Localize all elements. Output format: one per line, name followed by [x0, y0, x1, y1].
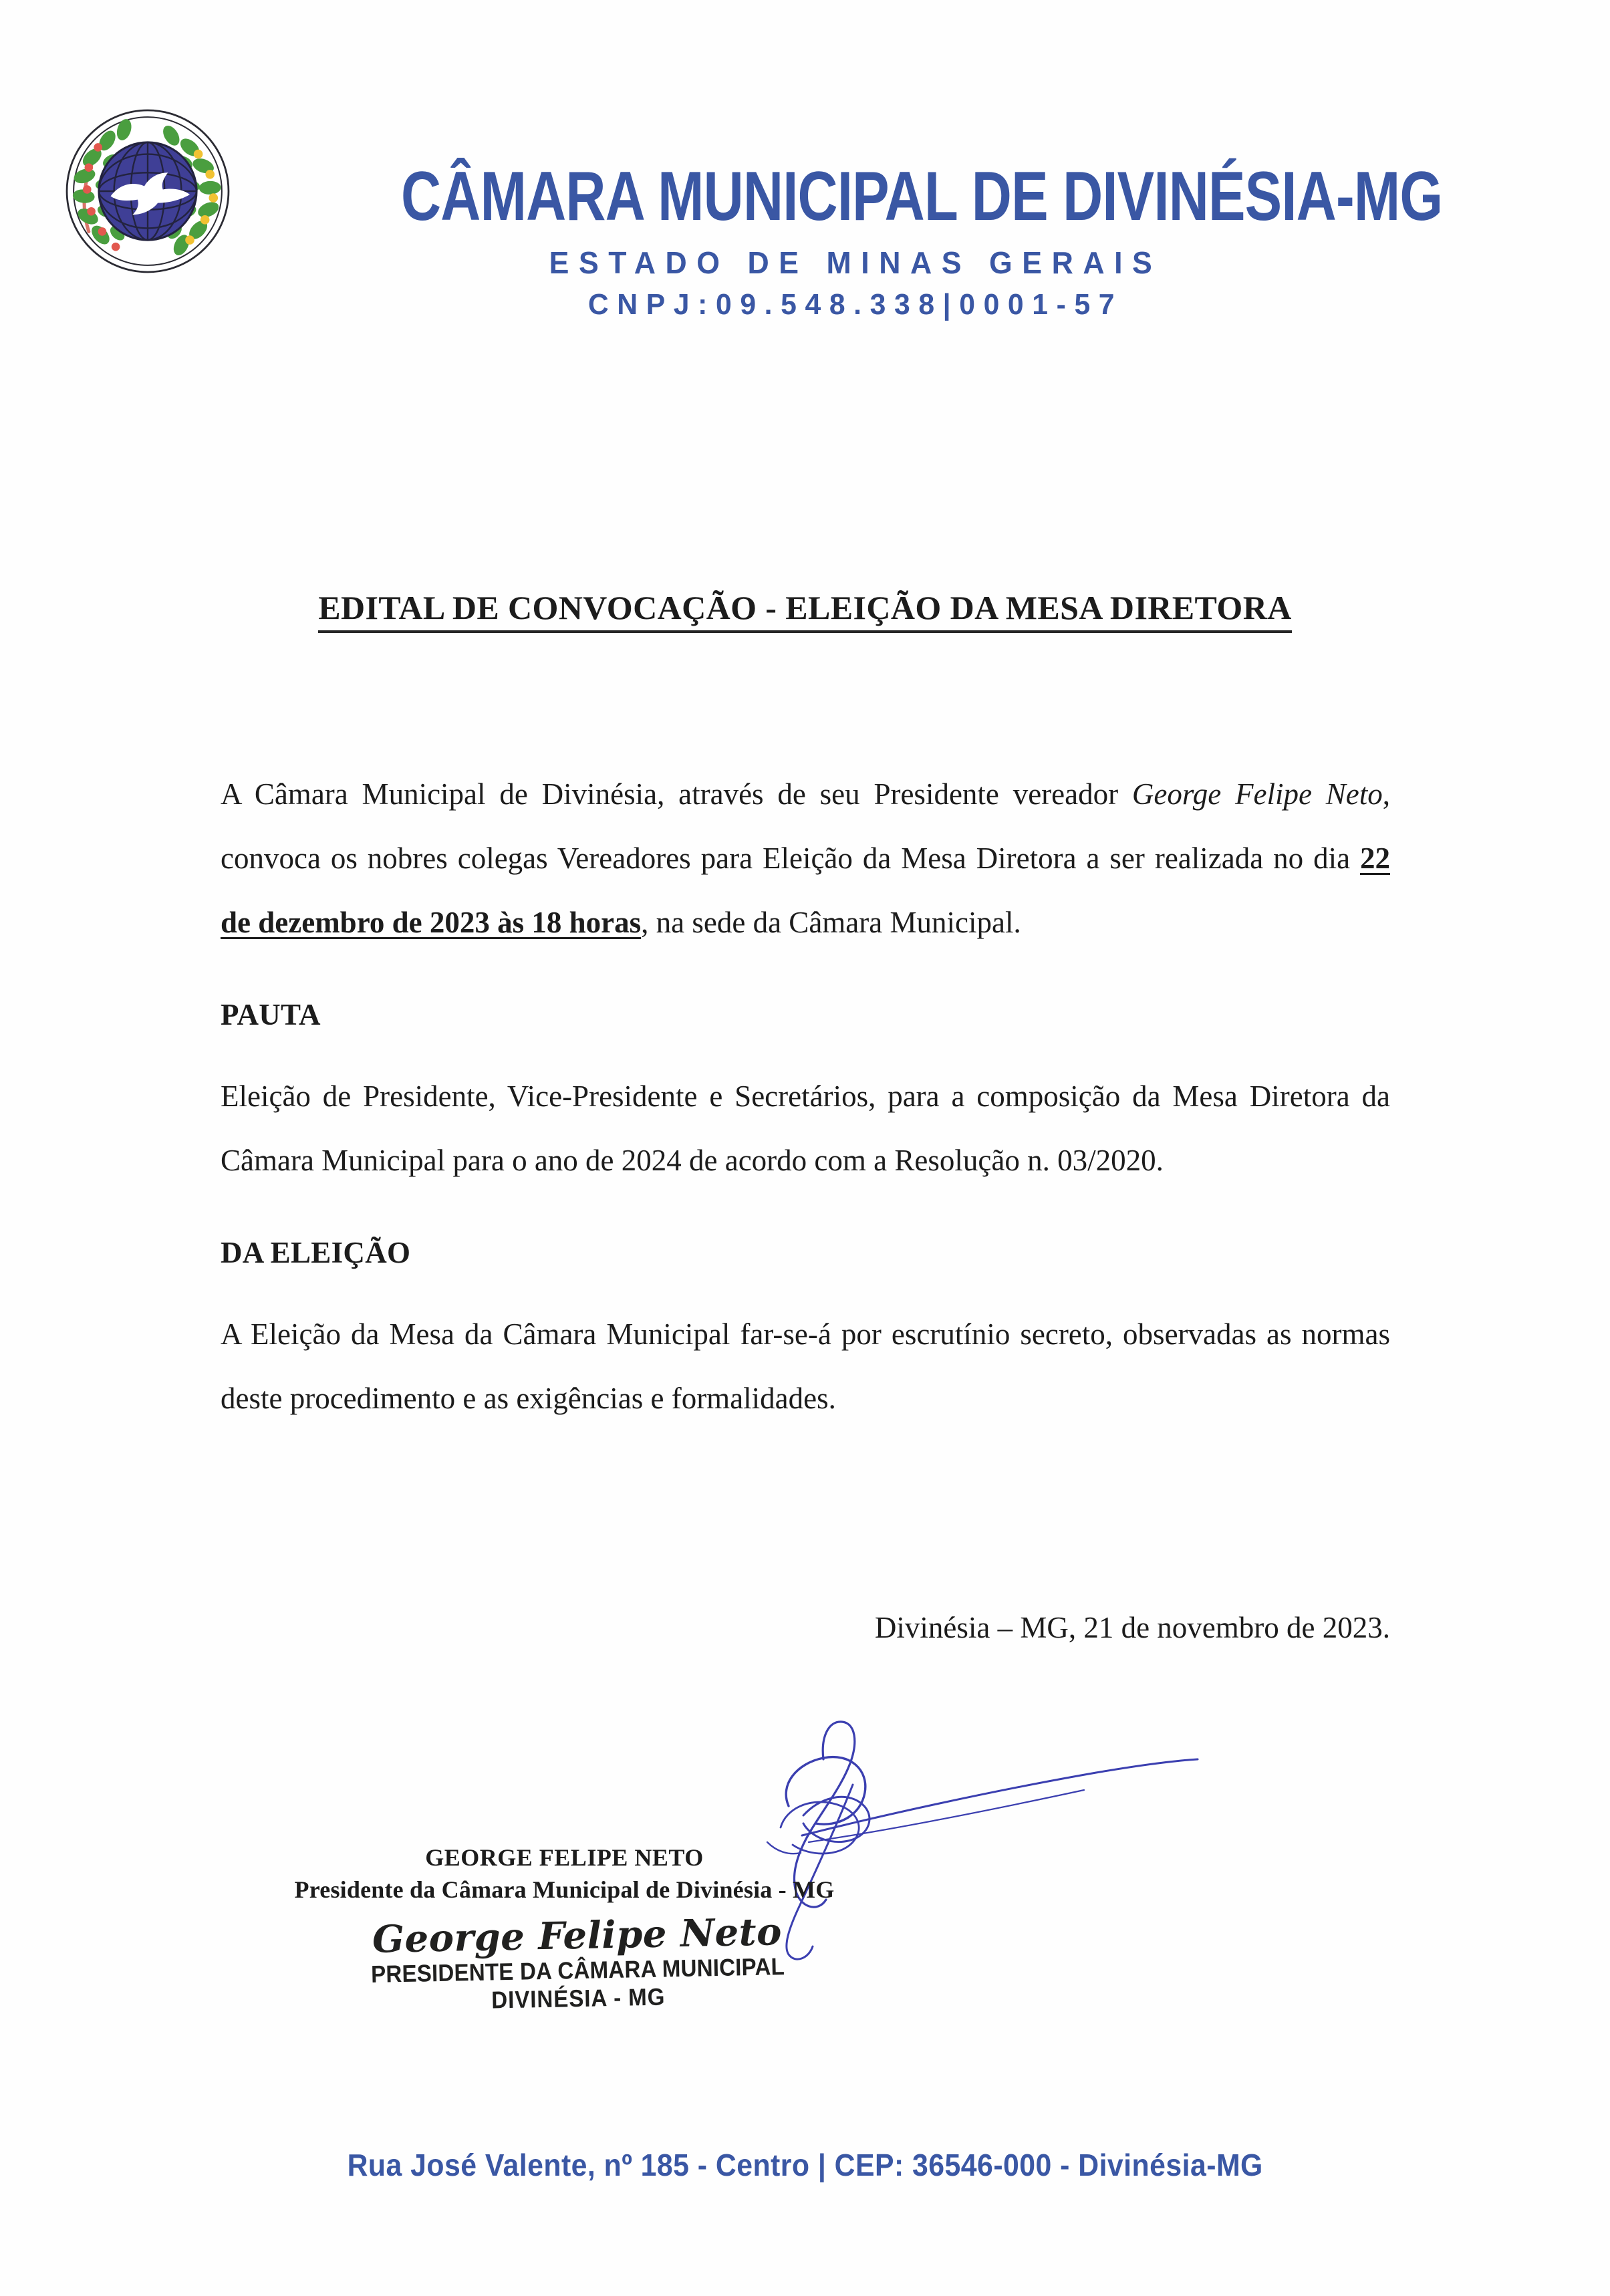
globe-dove-coffee-branch-emblem-icon — [63, 107, 232, 275]
signature-names — [0, 1841, 1610, 1906]
pauta-paragraph: Eleição de Presidente, Vice-Presidente e Secretários, para a composição da Mesa Diretora da Câmara Municipal para o ano de 2024 de acordo com a Resolução n. 03/2020. — [221, 1079, 1390, 1177]
document-footer — [0, 2146, 1610, 2184]
eleicao-heading: DA ELEIÇÃO — [221, 1236, 411, 1269]
pauta-heading: PAUTA — [221, 998, 321, 1031]
footer-address: Rua José Valente, nº 185 - Centro | CEP: 36546-000 - Divinésia-MG — [347, 2148, 1263, 2182]
org-state-subtitle: ESTADO DE MINAS GERAIS — [549, 245, 1162, 280]
intro-paragraph — [221, 762, 1390, 954]
signatory-name: GEORGE FELIPE NETO — [425, 1844, 704, 1871]
rubber-stamp — [0, 1910, 1610, 2014]
intro-part1: A Câmara Municipal de Divinésia, através de seu Presidente vereador — [221, 777, 1132, 811]
intro-part2: , convoca os nobres colegas Vereadores para Eleição da Mesa Diretora a ser realizada no dia — [221, 777, 1390, 875]
president-name-italic: George Felipe Neto — [1131, 777, 1383, 811]
stamp-role-line2: DIVINÉSIA - MG — [491, 1983, 666, 2014]
intro-part3: , na sede da Câmara Municipal. — [641, 906, 1021, 939]
header-text-block — [287, 100, 1443, 324]
org-title: CÂMARA MUNICIPAL DE DIVINÉSIA-MG — [401, 158, 1443, 235]
election-datetime-emphasis: 22 de dezembro de 2023 às 18 horas — [221, 842, 1390, 939]
document-header — [0, 100, 1610, 381]
stamp-role-line1: PRESIDENTE DA CÂMARA MUNICIPAL — [370, 1952, 785, 1988]
document-title — [0, 588, 1610, 627]
org-cnpj: CNPJ:09.548.338|0001-57 — [587, 288, 1123, 321]
signatory-role: Presidente da Câmara Municipal de Divinésia - MG — [294, 1876, 835, 1903]
stamp-name: George Felipe Neto — [372, 1910, 783, 1962]
document-body — [221, 762, 1390, 1453]
document-title-text: EDITAL DE CONVOCAÇÃO - ELEIÇÃO DA MESA DIRETORA — [318, 589, 1291, 633]
eleicao-paragraph: A Eleição da Mesa da Câmara Municipal far-se-á por escrutínio secreto, observadas as normas deste procedimento e as exigências e formalidades. — [221, 1317, 1390, 1415]
place-and-date: Divinésia – MG, 21 de novembro de 2023. — [874, 1611, 1390, 1644]
